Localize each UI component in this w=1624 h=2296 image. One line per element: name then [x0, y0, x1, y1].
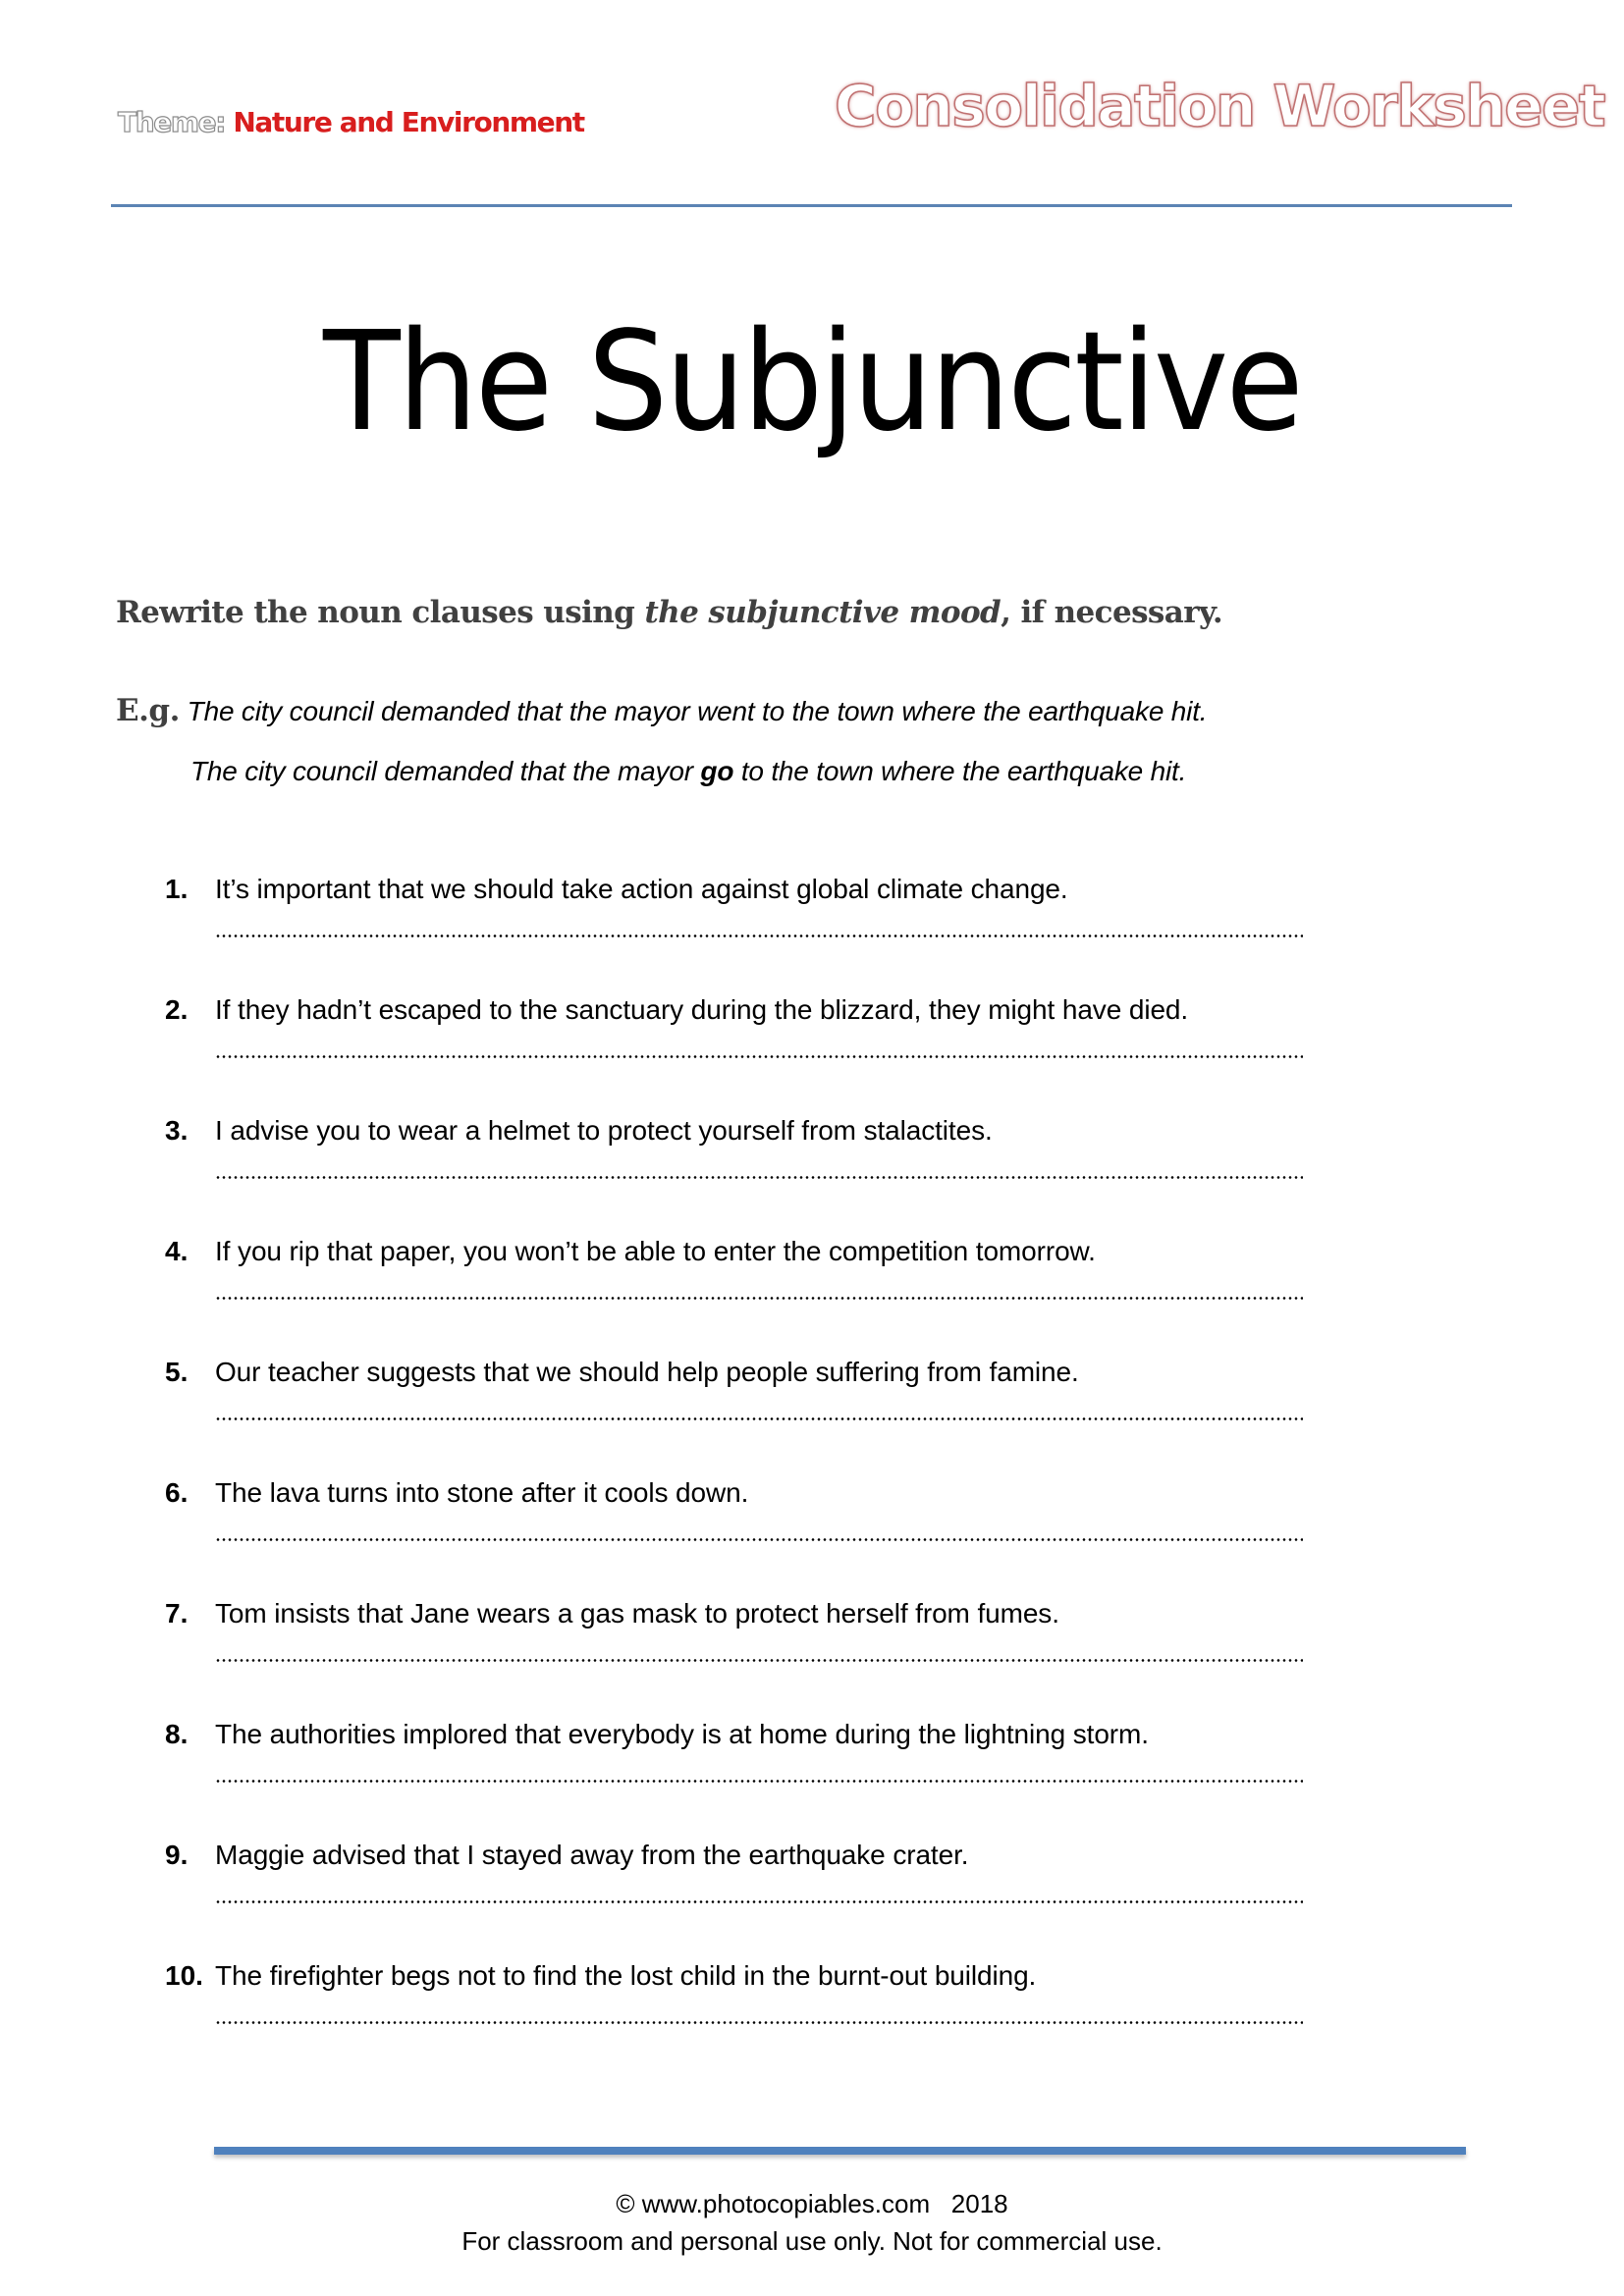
theme-value: Nature and Environment [233, 106, 584, 138]
example-answer [190, 756, 1186, 787]
item-text: If they hadn’t escaped to the sanctuary during the blizzard, they might have died. [215, 994, 1189, 1025]
item-number: 1. [165, 874, 189, 904]
item-text: Tom insists that Jane wears a gas mask to protect herself from fumes. [215, 1598, 1059, 1629]
item-text: Our teacher suggests that we should help people suffering from famine. [215, 1357, 1079, 1387]
example-answer-after: to the town where the earthquake hit. [733, 756, 1187, 786]
answer-line[interactable] [215, 934, 1303, 937]
instruction [116, 595, 1222, 630]
exercise-item-8 [165, 1719, 1314, 1827]
exercise-item-5 [165, 1357, 1314, 1465]
answer-line[interactable] [215, 1417, 1303, 1420]
exercise-item-4 [165, 1236, 1314, 1344]
exercise-item-9 [165, 1840, 1314, 1948]
answer-line[interactable] [215, 2021, 1303, 2024]
worksheet-type-title: Consolidation Worksheet [835, 73, 1605, 139]
header-divider [111, 204, 1512, 207]
exercise-item-2 [165, 994, 1314, 1102]
item-number: 9. [165, 1840, 189, 1870]
answer-line[interactable] [215, 1780, 1303, 1783]
exercise-item-6 [165, 1477, 1314, 1585]
example-answer-before: The city council demanded that the mayor [190, 756, 701, 786]
footer-copyright: © www.photocopiables.com 2018 [616, 2189, 1008, 2218]
item-text: The authorities implored that everybody is at home during the lightning storm. [215, 1719, 1149, 1749]
item-text: If you rip that paper, you won’t be able to enter the competition tomorrow. [215, 1236, 1096, 1266]
answer-line[interactable] [215, 1900, 1303, 1903]
instruction-emphasis: the subjunctive mood [644, 595, 1001, 630]
item-number: 4. [165, 1236, 189, 1266]
item-number: 3. [165, 1115, 189, 1146]
instruction-after: , if necessary. [1001, 595, 1223, 630]
exercise-item-3 [165, 1115, 1314, 1223]
item-number: 5. [165, 1357, 189, 1387]
item-number: 6. [165, 1477, 189, 1508]
item-number: 2. [165, 994, 189, 1025]
answer-line[interactable] [215, 1538, 1303, 1541]
page-title: The Subjunctive [323, 302, 1301, 462]
theme-label: Theme: [118, 106, 225, 138]
item-text: It’s important that we should take action against global climate change. [215, 874, 1068, 904]
answer-line[interactable] [215, 1055, 1303, 1058]
footer-notice: For classroom and personal use only. Not for commercial use. [461, 2226, 1163, 2256]
item-number: 8. [165, 1719, 189, 1749]
item-text: The firefighter begs not to find the lost child in the burnt-out building. [215, 1960, 1037, 1991]
exercise-item-1 [165, 874, 1314, 982]
exercise-item-10 [165, 1960, 1314, 2068]
item-text: I advise you to wear a helmet to protect yourself from stalactites. [215, 1115, 993, 1146]
answer-line[interactable] [215, 1659, 1303, 1662]
answer-line[interactable] [215, 1297, 1303, 1300]
footer-divider [214, 2147, 1466, 2155]
example-original-text: The city council demanded that the mayor went to the town where the earthquake hit. [187, 696, 1208, 726]
example-answer-highlight: go [700, 756, 734, 786]
answer-line[interactable] [215, 1176, 1303, 1179]
example-label: E.g. [116, 693, 180, 728]
item-text: Maggie advised that I stayed away from the earthquake crater. [215, 1840, 969, 1870]
instruction-before: Rewrite the noun clauses using [116, 595, 645, 630]
theme-heading [118, 106, 584, 138]
item-number: 10. [165, 1960, 203, 1991]
example-original [116, 693, 1207, 728]
item-number: 7. [165, 1598, 189, 1629]
exercise-item-7 [165, 1598, 1314, 1706]
item-text: The lava turns into stone after it cools down. [215, 1477, 749, 1508]
